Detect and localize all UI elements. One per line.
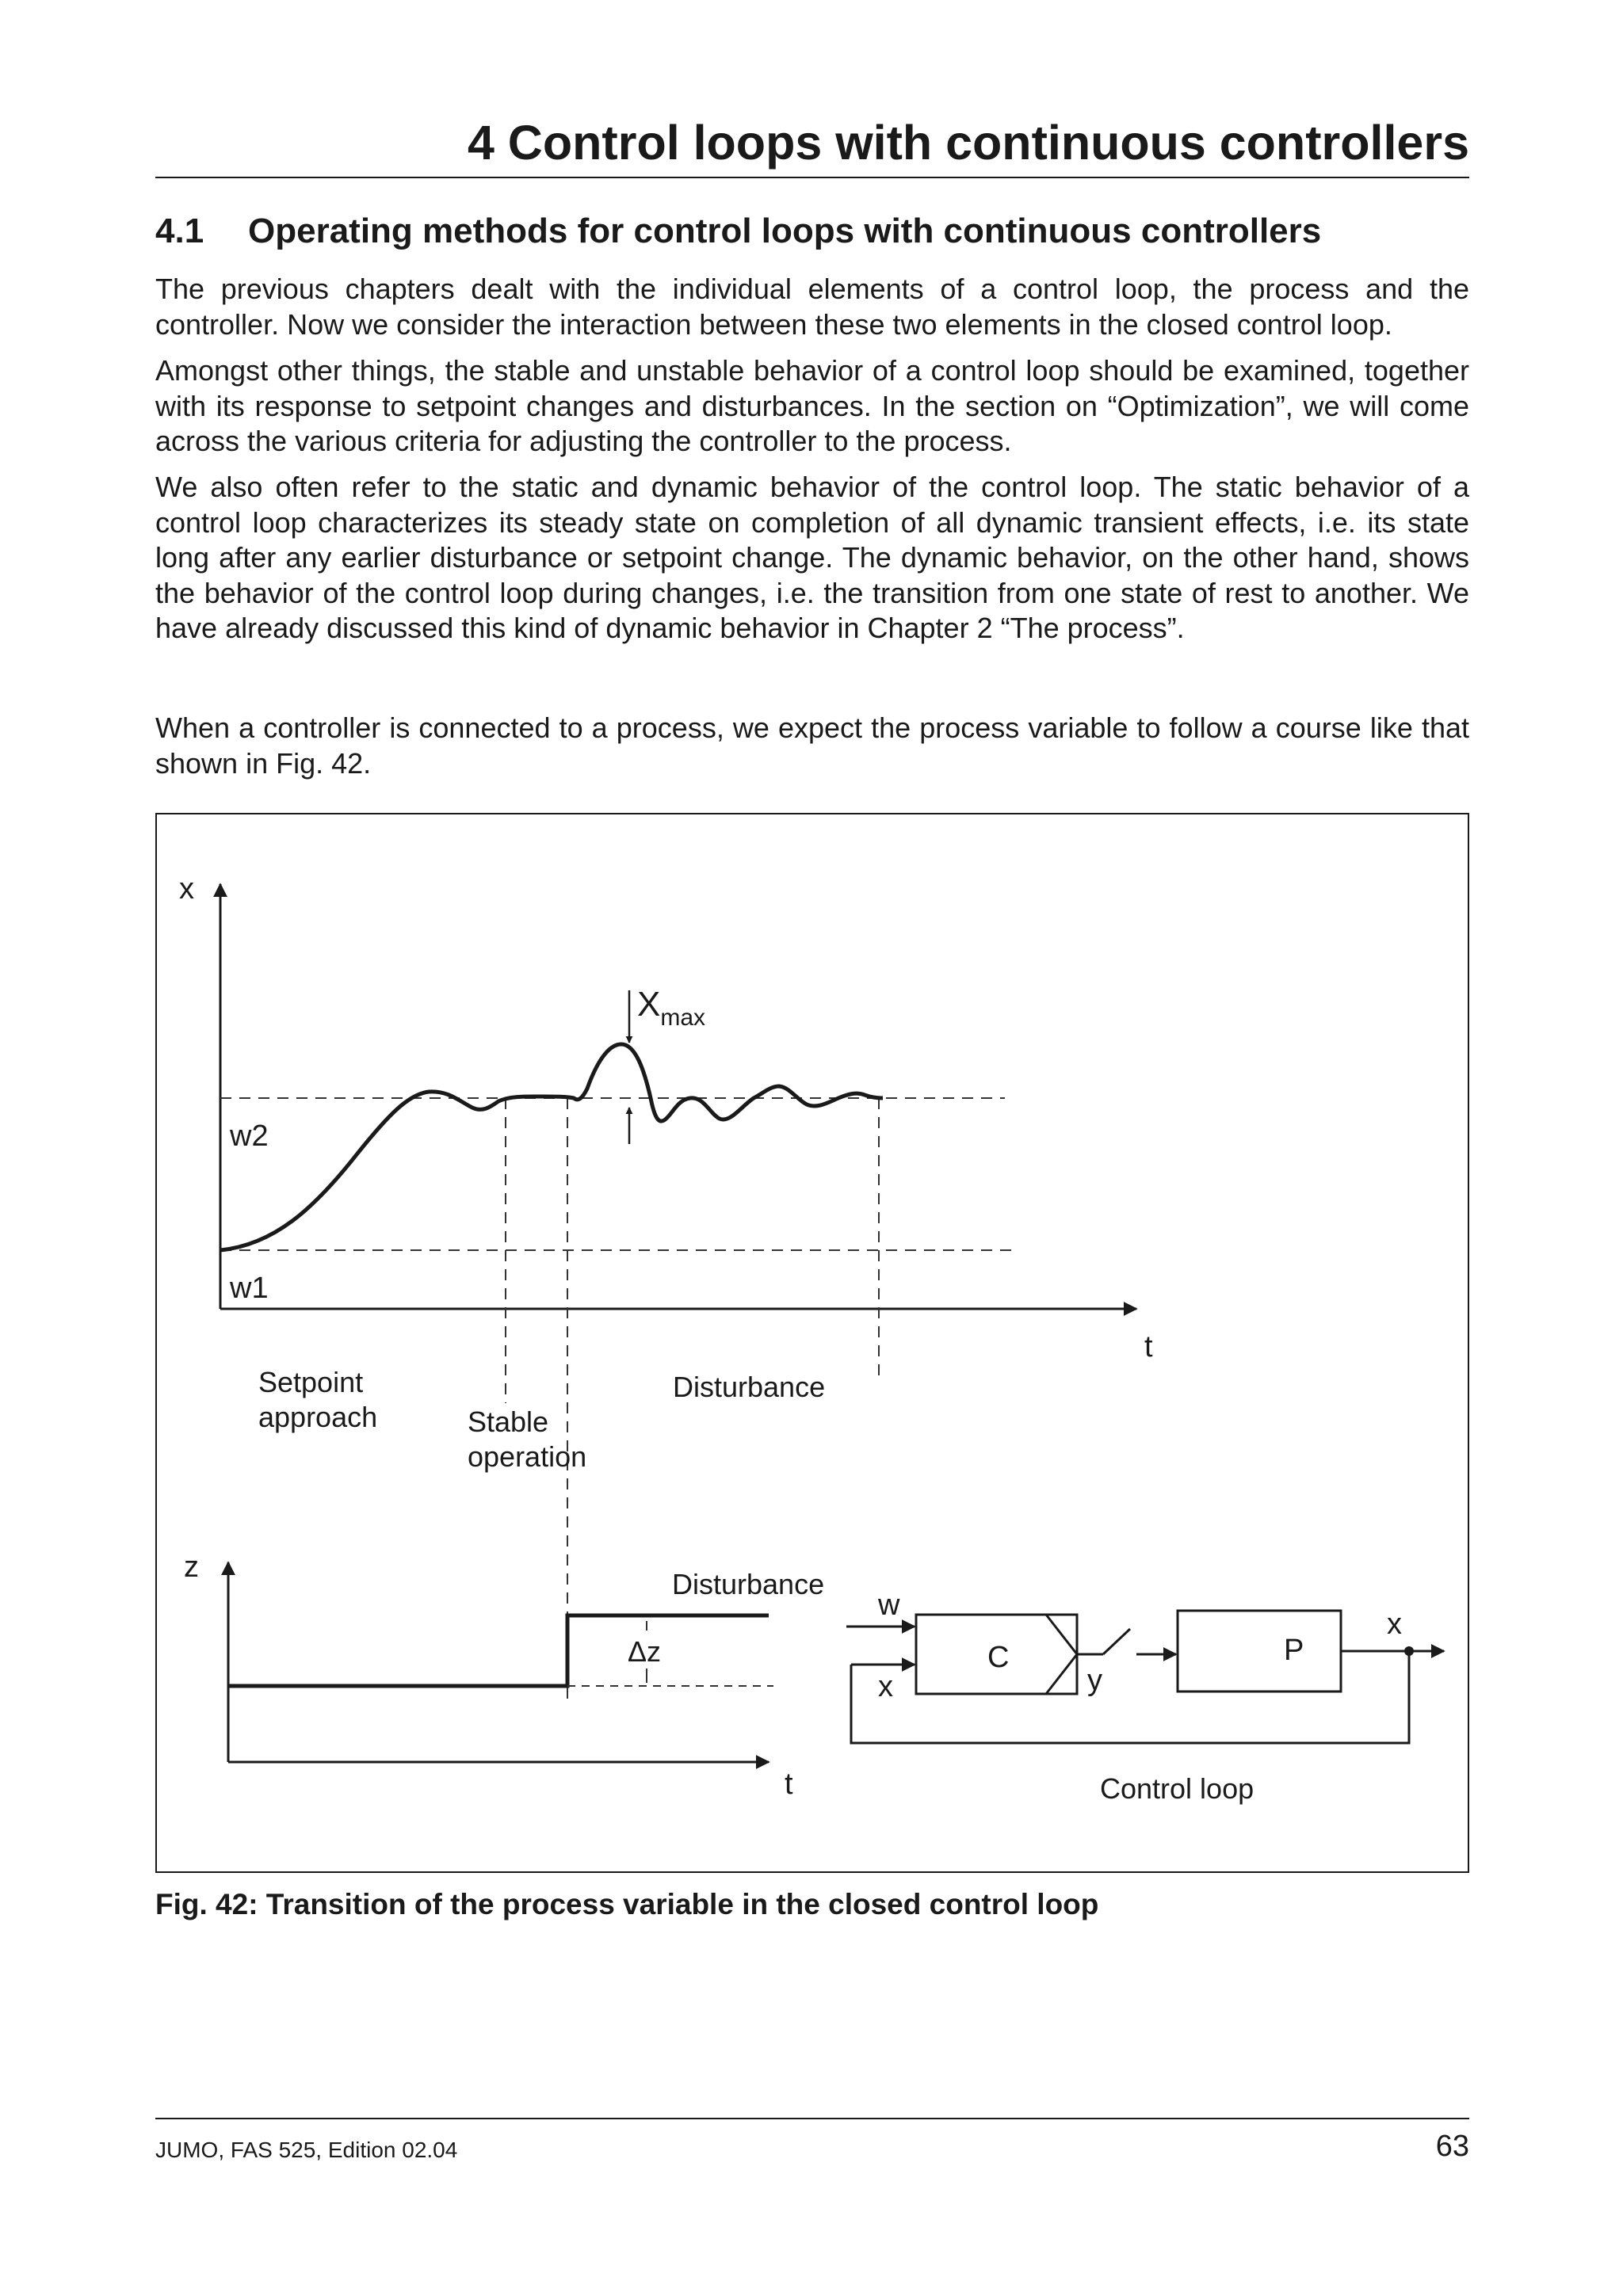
w2-label: w2 xyxy=(230,1119,269,1153)
footer-edition: JUMO, FAS 525, Edition 02.04 xyxy=(155,2138,458,2162)
xmax-subscript: max xyxy=(660,1005,706,1031)
phase-stable-label-2: operation xyxy=(468,1440,587,1473)
figure-drawing xyxy=(155,813,1469,1873)
figure-42 xyxy=(155,813,1469,1873)
w1-label: w1 xyxy=(230,1272,269,1305)
section-title: Operating methods for control loops with continuous controllers xyxy=(248,212,1322,250)
setpoint-w-label: w xyxy=(878,1589,900,1622)
process-label: P xyxy=(1284,1634,1304,1667)
disturbance-plot xyxy=(184,1550,824,1801)
section-number: 4.1 xyxy=(155,212,204,250)
bottom-t-axis-label: t xyxy=(785,1768,793,1801)
page-number: 63 xyxy=(1435,2130,1469,2163)
section-heading xyxy=(155,208,1321,255)
control-loop-caption: Control loop xyxy=(1100,1772,1254,1805)
output-x-label: x xyxy=(1387,1608,1402,1641)
phase-stable-label-1: Stable xyxy=(468,1405,549,1438)
xmax-label xyxy=(637,985,705,1031)
controller-label: C xyxy=(987,1641,1010,1674)
manipulated-y-label: y xyxy=(1087,1664,1102,1697)
response-plot xyxy=(179,872,1153,1699)
control-loop-diagram xyxy=(846,1589,1444,1805)
phase-setpoint-label-2: approach xyxy=(258,1401,378,1433)
figure-frame xyxy=(156,814,1468,1872)
paragraph-1: The previous chapters dealt with the individual elements of a control loop, the process and the controller. Now we consider the interaction between these two elements in the closed control loop. xyxy=(155,273,1469,341)
footer-divider xyxy=(155,2118,1469,2119)
paragraph-3: We also often refer to the static and dynamic behavior of the control loop. The static behavior of a control loop characterizes its steady state on completion of all dynamic transient effects, i.e. its state long after any earlier disturbance or setpoint change. The dynamic behavior, on the other hand, shows the behavior of the control loop during changes, i.e. the transition from one state of rest to another. We have already discussed this kind of dynamic behavior in Chapter 2 “The process”. xyxy=(155,471,1469,644)
phase-disturbance-label: Disturbance xyxy=(673,1371,826,1403)
figure-caption: Fig. 42: Transition of the process variable in the closed control loop xyxy=(155,1888,1099,1920)
bottom-y-axis-label: z xyxy=(184,1550,199,1584)
paragraph-2: Amongst other things, the stable and unstable behavior of a control loop should be examined, together with its response to setpoint changes and disturbances. In the section on “Optimization”, we will come across the various criteria for adjusting the controller to the process. xyxy=(155,354,1469,457)
delta-z-label: Δz xyxy=(628,1635,662,1668)
process-variable-curve xyxy=(220,1044,883,1250)
xmax-main: X xyxy=(637,985,661,1024)
paragraph-4: When a controller is connected to a process, we expect the process variable to follow a course like that shown in Fig. 42. xyxy=(155,711,1469,780)
feedback-x-label: x xyxy=(878,1670,893,1703)
chapter-title: 4 Control loops with continuous controllers xyxy=(467,116,1469,170)
bottom-disturbance-label: Disturbance xyxy=(672,1568,825,1600)
chapter-divider xyxy=(155,177,1469,178)
top-t-axis-label: t xyxy=(1144,1330,1153,1363)
process-block xyxy=(1178,1611,1341,1691)
top-y-axis-label: x xyxy=(179,872,194,906)
disturbance-step xyxy=(228,1615,769,1686)
phase-setpoint-label-1: Setpoint xyxy=(258,1366,364,1398)
loop-switch xyxy=(1103,1629,1130,1654)
